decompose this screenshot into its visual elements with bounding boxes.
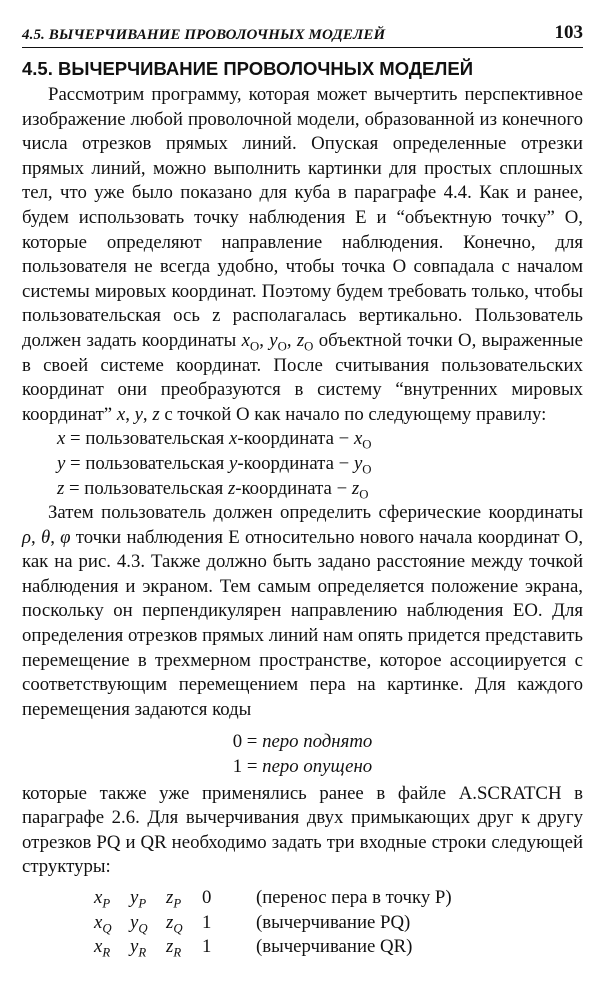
subscript-o: O — [362, 462, 372, 477]
var-z: z — [296, 329, 305, 351]
coord-var: x — [94, 887, 103, 908]
coord-subscript: Q — [173, 921, 183, 936]
pen-flag: 0 — [202, 887, 212, 908]
rule-y — [57, 452, 583, 477]
separator: , — [142, 403, 148, 425]
rule-lhs: z — [57, 477, 65, 499]
pen-flag: 1 — [202, 936, 212, 958]
transform-rules — [22, 427, 583, 501]
coord-subscript: P — [138, 896, 147, 911]
var-rho: ρ — [22, 526, 32, 548]
input-lines-table — [94, 886, 452, 960]
section-heading: 4.5. ВЫЧЕРЧИВАНИЕ ПРОВОЛОЧНЫХ МОДЕЛЕЙ — [22, 58, 474, 79]
subscript-o: O — [277, 339, 287, 354]
paragraph-1-text-b: объектной точки O, выраженные в своей системе координат. После считывания пользовательских координат они преобразуются в систему “внутренних мировых координат” — [22, 329, 583, 425]
subscript-o: O — [362, 437, 372, 452]
table-row — [94, 886, 452, 911]
row-description: (вычерчивание PQ) — [256, 911, 411, 933]
rule-text: -координата − — [237, 428, 354, 450]
coord-z — [166, 911, 202, 936]
separator: , — [125, 403, 135, 425]
coord-x — [94, 935, 130, 960]
paragraph-3: которые также уже применялись ранее в файле A.SCRATCH в параграфе 2.6. Для вычерчивания двух примыкающих друг к другу отрезков PQ и QR необходимо задать три входные строки следующей структуры: — [22, 782, 583, 878]
code-meaning: перо опущено — [262, 756, 373, 778]
var-x: x — [116, 403, 126, 425]
rule-lhs: x — [57, 428, 66, 450]
table-row — [94, 935, 452, 960]
separator: , — [286, 329, 297, 351]
paragraph-1 — [22, 83, 583, 427]
body-text — [22, 83, 583, 960]
separator: , — [31, 526, 41, 548]
rule-text: = пользовательская — [64, 477, 228, 499]
coord-var: y — [130, 887, 139, 908]
rule-text: = пользовательская — [65, 452, 229, 474]
rule-var: x — [228, 428, 238, 450]
paragraph-2 — [22, 501, 583, 722]
coord-var: z — [166, 936, 174, 958]
coord-subscript: R — [138, 945, 147, 960]
pen-flag: 1 — [202, 911, 212, 933]
coord-y — [130, 911, 166, 936]
coord-subscript: P — [102, 896, 111, 911]
pen-code-up — [22, 730, 583, 755]
var-x: x — [241, 329, 250, 351]
coord-subscript: Q — [102, 921, 112, 936]
coord-x — [94, 886, 130, 911]
var-z: z — [152, 403, 160, 425]
coord-x — [94, 911, 130, 936]
subscript-o: O — [359, 486, 369, 501]
book-page — [22, 22, 583, 960]
var-theta: θ — [40, 526, 51, 548]
paragraph-1-text-c: с точкой O как начало по следующему правилу: — [159, 403, 547, 425]
paragraph-1-text-a: Рассмотрим программу, которая может вычертить перспективное изображение любой проволочной модели, образованной из конечного числа отрезков прямых линий. Опуская определенные отрезки прямых линий, можно выполнить картинки для простых сплошных тел, что уже было показано для куба в параграфе 4.4. Как и ранее, будем использовать точку наблюдения E и “объектную точку” O, которые определяют направление наблюдения. Конечно, для пользователя не всегда удобно, чтобы точка O совпадала с началом системы мировых координат. Поэтому будем требовать только, чтобы пользовательская ось z располагалась вертикально. Пользователь должен задать координаты — [22, 84, 583, 351]
rule-var: x — [353, 428, 363, 450]
rule-text: = пользовательская — [65, 428, 229, 450]
coord-z — [166, 935, 202, 960]
pen-code-down — [22, 755, 583, 780]
coord-subscript: Q — [138, 921, 148, 936]
coord-y — [130, 935, 166, 960]
rule-var: z — [227, 477, 236, 499]
coord-var: z — [166, 911, 174, 933]
coord-subscript: P — [173, 896, 182, 911]
coord-var: y — [130, 936, 139, 958]
var-phi: φ — [60, 526, 71, 548]
paragraph-2-text-b: точки наблюдения E относительно нового начала координат O, как на рис. 4.3. Также должно быть задано расстояние между точкой наблюдения и экраном. Тем самым определяется положение экрана, поскольку он перпендикулярен направлению наблюдения EO. Для определения отрезков прямых линий нам опять придется представить перемещение в трехмерном пространстве, которое ассоциируется с соответствующим перемещением пера на картинке. Для каждого перемещения задаются коды — [22, 526, 584, 720]
coord-var: y — [130, 911, 139, 933]
pen-codes — [22, 730, 583, 779]
rule-text: -координата − — [235, 477, 352, 499]
coord-z — [166, 886, 202, 911]
coord-y — [130, 886, 166, 911]
coord-subscript: R — [173, 945, 182, 960]
rule-var: z — [351, 477, 360, 499]
coord-var: x — [94, 936, 103, 958]
subscript-o: O — [304, 339, 314, 354]
rule-var: y — [228, 452, 238, 474]
var-y: y — [134, 403, 143, 425]
running-title: 4.5. ВЫЧЕРЧИВАНИЕ ПРОВОЛОЧНЫХ МОДЕЛЕЙ — [22, 27, 386, 43]
var-y: y — [269, 329, 278, 351]
row-description: (вычерчивание QR) — [256, 936, 413, 958]
subscript-o: O — [249, 339, 260, 354]
separator: , — [50, 526, 61, 548]
code-number: 1 = — [232, 756, 263, 778]
rule-lhs: y — [57, 452, 66, 474]
rule-var: y — [353, 452, 363, 474]
rule-x — [57, 427, 583, 452]
running-header — [22, 22, 583, 48]
rule-text: -координата − — [237, 452, 354, 474]
row-description: (перенос пера в точку P) — [256, 887, 452, 908]
paragraph-2-text-a: Затем пользователь должен определить сферические координаты — [48, 502, 583, 524]
code-number: 0 = — [232, 731, 263, 753]
rule-z — [57, 477, 583, 502]
coord-var: z — [166, 887, 174, 908]
coord-var: x — [94, 911, 103, 933]
coord-subscript: R — [102, 945, 111, 960]
page-number: 103 — [554, 22, 583, 43]
code-meaning: перо поднято — [262, 731, 373, 753]
separator: , — [259, 329, 270, 351]
table-row — [94, 911, 452, 936]
